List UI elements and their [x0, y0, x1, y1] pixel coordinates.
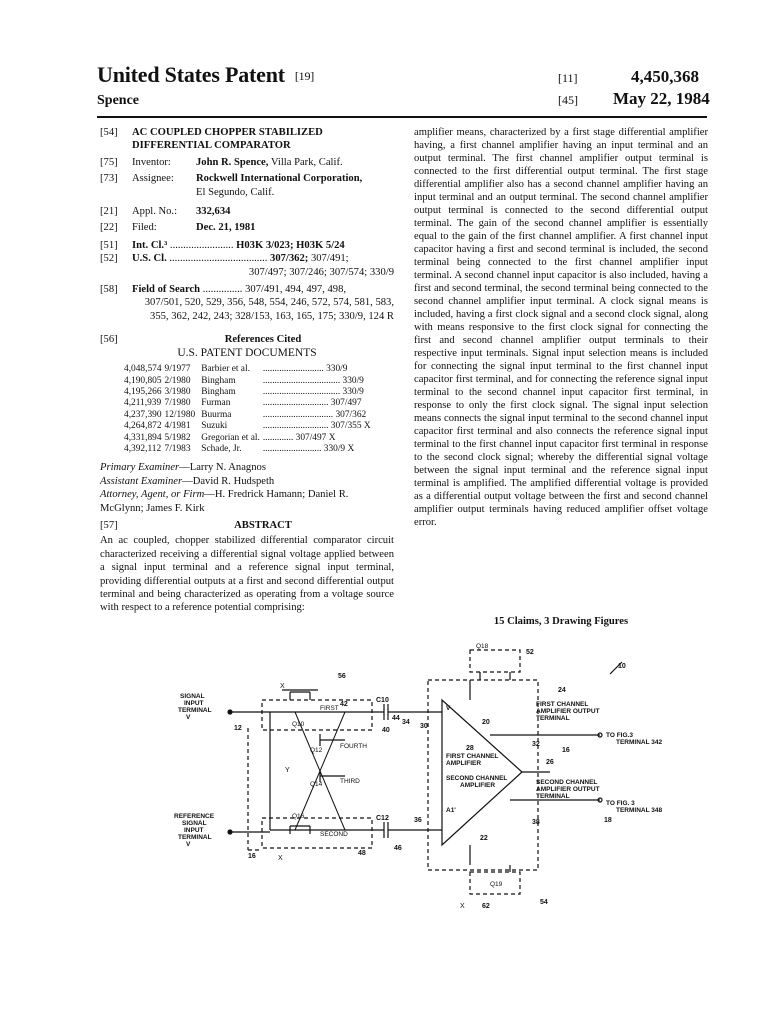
citation-no: 4,237,390 [124, 409, 162, 420]
fig-text: FIRST CHANNEL [446, 753, 499, 760]
citation-no: 4,211,939 [124, 398, 162, 409]
fig-text: TERMINAL 342 [616, 739, 663, 746]
feedback-switch-top [470, 650, 520, 672]
fig-text: Q19 [490, 881, 503, 888]
fig-text: TO FIG. 3 [606, 800, 635, 807]
abstract-text-left: An ac coupled, chopper stabilized differential comparator circuit characterized receiving a differential signal voltage applied between a signal input terminal and a reference signal input terminal, providing differential outputs at a first and second differential output terminal and being characterized as operating from a voltage source with respect to a reference potential comprising: [100, 535, 394, 614]
bib-intcl-row [100, 239, 394, 252]
citation-name: Barbier et al. [201, 364, 250, 375]
citation-row [124, 444, 374, 455]
bib-appl-row [100, 205, 394, 218]
citation-cls [263, 364, 374, 375]
c10-capacitor [370, 704, 432, 720]
fig-text: AMPLIFIER [446, 760, 482, 767]
fig-text: AMPLIFIER OUTPUT [536, 708, 600, 715]
citation-cls [263, 410, 374, 421]
header-date [558, 89, 710, 109]
bib-filed-row [100, 221, 394, 234]
fig-text: 48 [358, 850, 366, 857]
abstract-title: ABSTRACT [234, 519, 292, 531]
second-switch-box [262, 818, 372, 848]
inventor-place: Villa Park, Calif. [270, 156, 343, 168]
leader-dots: ............. [262, 432, 294, 443]
assistant-examiner-label: Assistant Examiner [100, 475, 183, 487]
amplifier-labels [446, 705, 507, 814]
citation-row [124, 421, 374, 432]
attorney-label: Attorney, Agent, or Firm [100, 489, 205, 501]
fig-text: 34 [402, 719, 410, 726]
header-inventor: Spence [97, 93, 139, 108]
fig-text: TERMINAL [178, 834, 212, 841]
bib-field-row [100, 283, 394, 296]
citation-row [124, 398, 374, 409]
fig-text: TO FIG.3 [606, 732, 633, 739]
citation-class: 307/355 X [328, 421, 371, 432]
bib-assignee-row [100, 172, 394, 199]
fig-text: TERMINAL 348 [616, 807, 663, 814]
citation-name: Suzuki [201, 421, 228, 432]
leader-dots: ..................................... [166, 253, 271, 265]
citation-no: 4,190,805 [124, 375, 162, 386]
citation-name: Furman [201, 398, 231, 409]
citation-class: 330/9 X [321, 443, 355, 454]
bib-label: Assignee: [132, 173, 174, 185]
citation-date: 9/1977 [164, 364, 191, 375]
field-of-search-continued: 307/501, 520, 529, 356, 548, 554, 246, 572, 574, 581, 583, 355, 362, 242, 243; 328/153, 163, 165, 175; 330/9, 124 R [144, 297, 394, 322]
primary-examiner-label: Primary Examiner [100, 462, 180, 474]
fig-text: SECOND [320, 831, 348, 838]
fig-text: FOURTH [340, 743, 367, 750]
fig-text: INPUT [184, 827, 204, 834]
citation-row [124, 387, 374, 398]
fig-text: 20 [482, 719, 490, 726]
bib-label: Inventor: [132, 156, 171, 168]
bib-code: [75] [100, 156, 118, 168]
fig-text: 26 [546, 759, 554, 766]
fig-text: 16 [562, 747, 570, 754]
ref-input-label [174, 813, 215, 848]
bib-code: [73] [100, 173, 118, 185]
citation-cls [263, 398, 374, 409]
fig-text: Y [285, 767, 290, 774]
appl-number: 332,634 [196, 206, 231, 218]
fig-text: 22 [480, 835, 488, 842]
field-of-search-value: 307/491, 494, 497, 498, [245, 284, 347, 296]
fig-text: SECOND CHANNEL [446, 775, 508, 782]
fig-text: 52 [526, 649, 534, 656]
fig-text: 12 [234, 725, 242, 732]
fig-text: THIRD [340, 778, 360, 785]
citation-class: 307/497 [328, 398, 362, 409]
header-title-text: United States Patent [97, 62, 285, 87]
bib-code: [52] [100, 253, 118, 265]
fig-text: 10 [618, 663, 626, 670]
fig-text: TERMINAL [536, 715, 570, 722]
leader-dots: ............... [200, 284, 246, 296]
patent-number: 4,450,368 [631, 67, 699, 86]
int-cl-value: H03K 3/023; H03K 5/24 [236, 239, 345, 251]
fig-text: 16 [248, 853, 256, 860]
fig-text: Q16 [292, 813, 305, 820]
citation-name: Bingham [201, 375, 236, 386]
claims-count: 15 Claims, 3 Drawing Figures [493, 616, 629, 627]
citation-cls [263, 444, 374, 455]
fig-text: AMPLIFIER OUTPUT [536, 786, 600, 793]
citation-date: 7/1980 [164, 398, 191, 409]
fig-text: Q12 [310, 747, 323, 754]
fig-text: Q10 [292, 721, 305, 728]
citation-no: 4,195,266 [124, 386, 162, 397]
filed-date: Dec. 21, 1981 [196, 222, 256, 234]
fig-text: 40 [382, 727, 390, 734]
assignee-name: Rockwell International Corporation, [196, 173, 363, 185]
fig-text: SECOND CHANNEL [536, 779, 598, 786]
fig-text: 56 [338, 673, 346, 680]
patent-header-title [97, 62, 314, 88]
fig-text: X [278, 855, 283, 862]
fig-text: 24 [558, 687, 566, 694]
abstract-text-right: amplifier means, characterized by a first stage differential amplifier having, a first channel amplifier having an input terminal and an output terminal. The first channel amplifier output terminal is connected to the first differential output terminal. The first stage differential amplifier also has a second channel amplifier having an input terminal and an output terminal. The second channel amplifier output terminal is connected to the second differential output terminal. The gain of the second channel amplifier is essentially equal to the gain of the first channel amplifier. A first channel input capacitor having a first and second terminal is included, the second terminal being connected to the first channel amplifier input terminal. A second channel input capacitor is also included, having a first and second terminal, the second terminal being connected to the second channel amplifier input terminal. A clock signal means is included, having a first clock signal and a second clock signal, along with means responsive to the first clock signal for connecting the first and second channel amplifier output terminals to their respective input terminals. Signal input selection means is included for connecting the signal input terminal to the first channel input capacitor first terminal, and for connecting the reference signal input terminal to the second channel input capacitor first terminal, in response to only the first clock signal. The signal input selection means connects the signal input terminal to the second channel input capacitor first terminal and also connects the reference signal input terminal to the first channel input capacitor first terminal in response to the second clock signal; whereby the differential signal voltage between the signal input terminal and the reference signal input terminal is amplified. The amplified differential voltage is provided as a differential output voltage between the first and second channel amplifier output terminals having reduced amplifier offset voltage error. [414, 127, 708, 528]
bib-code: [21] [100, 206, 118, 218]
fig-text: AMPLIFIER [460, 782, 496, 789]
fig-text: 18 [604, 817, 612, 824]
bib-label: Appl. No.: [132, 206, 178, 218]
fig-text: 32 [532, 741, 540, 748]
fig-text: Q14 [310, 781, 323, 788]
left-column [100, 126, 394, 615]
fig-text: 30 [420, 723, 428, 730]
us-patent-documents-title: U.S. PATENT DOCUMENTS [177, 346, 317, 359]
circuit-figure [170, 640, 690, 920]
citation-no: 4,264,872 [124, 421, 162, 432]
patent-number-code: [11] [558, 71, 578, 85]
citation-row [124, 433, 374, 444]
assistant-examiner: —David R. Hudspeth [182, 475, 275, 487]
bib-code: [56] [100, 334, 118, 346]
citation-class: 330/9 [340, 375, 364, 386]
leader-dots: .......................... [262, 364, 324, 375]
examiners [100, 461, 394, 515]
fig-text: C12 [376, 815, 389, 822]
fig-text: 44 [392, 715, 400, 722]
citation-date: 7/1983 [164, 443, 191, 454]
citation-row [124, 364, 374, 375]
bib-uscl-row [100, 252, 394, 265]
attorney: —H. Fredrick Hamann; Daniel R. McGlynn; James F. Kirk [100, 489, 349, 514]
assignee-place: El Segundo, Calif. [196, 186, 275, 198]
inventor-name: John R. Spence, [196, 156, 269, 168]
fig-text: Q18 [476, 643, 489, 650]
fig-text: C10 [376, 697, 389, 704]
primary-examiner: —Larry N. Anagnos [179, 462, 266, 474]
fig-text: V [186, 841, 191, 848]
c12-capacitor [370, 822, 432, 838]
fig-text: SIGNAL [180, 693, 205, 700]
leader-dots: ................................. [262, 386, 341, 397]
abstract-head-row [100, 519, 394, 532]
fig-text: 42 [340, 701, 348, 708]
circuit-diagram [170, 640, 690, 920]
citation-name: Bingham [201, 386, 236, 397]
bib-label: Int. Cl.³ [132, 239, 168, 251]
fig-text: SIGNAL [182, 820, 207, 827]
us-cl-continued: 307/497; 307/246; 307/574; 330/9 [248, 266, 394, 278]
date-code: [45] [558, 93, 578, 107]
us-cl-value: 307/362; [270, 253, 309, 265]
fig-text: A1' [446, 807, 456, 814]
fig-text: X [460, 903, 465, 910]
citations-table [124, 364, 374, 455]
citation-no: 4,331,894 [124, 432, 162, 443]
citation-date: 12/1980 [164, 409, 196, 420]
leader-dots: .............................. [262, 409, 334, 420]
leader-dots: ............................ [262, 421, 329, 432]
issue-date: May 22, 1984 [613, 89, 710, 108]
leader-dots: ................................. [262, 375, 341, 386]
bib-label: Field of Search [132, 284, 201, 296]
references-cited-title: References Cited [224, 334, 302, 346]
fig-text: TERMINAL [178, 707, 212, 714]
header-patent-number [558, 67, 699, 87]
fig-text: V [446, 705, 451, 712]
citation-name: Gregorian et al. [201, 432, 260, 443]
citation-class: 330/9 [340, 386, 364, 397]
citation-cls [263, 376, 374, 387]
leader-dots: ........................ [167, 239, 237, 251]
citation-class: 307/362 [333, 409, 367, 420]
refs-head-row [100, 333, 394, 346]
leader-dots: ......................... [262, 443, 322, 454]
fig-text: 46 [394, 845, 402, 852]
fig-text: FIRST [320, 705, 339, 712]
citation-class: 330/9 [323, 364, 348, 375]
fig-text: 28 [466, 745, 474, 752]
fig-text: 62 [482, 903, 490, 910]
fig-text: FIRST CHANNEL [536, 701, 589, 708]
citation-date: 4/1981 [164, 421, 191, 432]
bib-code: [22] [100, 222, 118, 234]
citation-date: 3/1980 [164, 386, 191, 397]
bib-code: [54] [100, 127, 118, 138]
bib-title-row [100, 126, 394, 153]
header-rule [97, 116, 707, 118]
fig-text: X [280, 683, 285, 690]
citation-date: 2/1980 [164, 375, 191, 386]
citation-cls [263, 433, 374, 444]
fig-text: TERMINAL [536, 793, 570, 800]
signal-input-label [178, 693, 212, 721]
fig-text: 38 [532, 819, 540, 826]
bib-code: [58] [100, 284, 118, 296]
fig-text: 54 [540, 899, 548, 906]
output-labels [536, 701, 662, 814]
fig-text: V [186, 714, 191, 721]
citation-date: 5/1982 [164, 432, 191, 443]
us-cl-rest: 307/491; [310, 253, 349, 265]
bib-label: U.S. Cl. [132, 253, 167, 265]
citation-row [124, 376, 374, 387]
citation-cls [263, 387, 374, 398]
citation-name: Schade, Jr. [201, 443, 242, 454]
fig-text: 36 [414, 817, 422, 824]
header-title-code: [19] [294, 69, 315, 83]
bib-code: [57] [100, 519, 118, 531]
citation-no: 4,048,574 [124, 364, 162, 375]
citation-cls [263, 421, 374, 432]
bib-label: Filed: [132, 222, 157, 234]
first-switch-box [262, 700, 372, 730]
invention-title: AC COUPLED CHOPPER STABILIZED DIFFERENTIAL COMPARATOR [132, 127, 323, 152]
fig-text: REFERENCE [174, 813, 215, 820]
citation-name: Buurma [201, 409, 232, 420]
citation-no: 4,392,112 [124, 443, 162, 454]
citation-row [124, 410, 374, 421]
leader-dots: ............................ [262, 398, 329, 409]
bib-code: [51] [100, 239, 118, 251]
fig-text: INPUT [184, 700, 204, 707]
bib-inventor-row [100, 156, 394, 169]
citation-class: 307/497 X [293, 432, 336, 443]
